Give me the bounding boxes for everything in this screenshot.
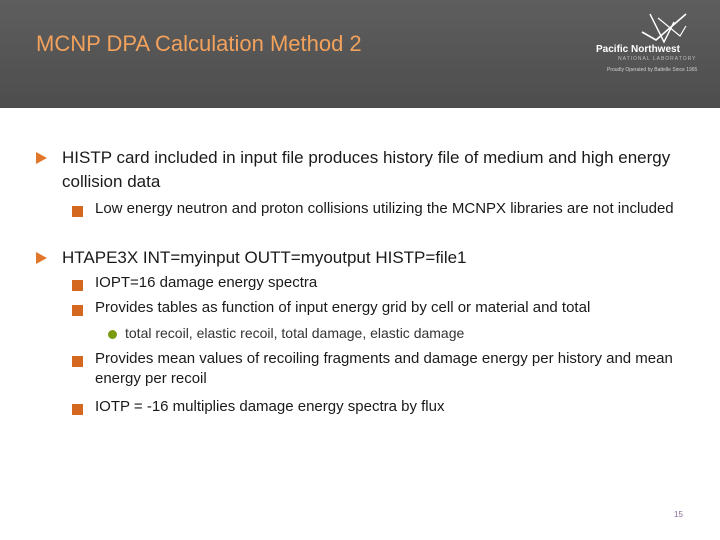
bullet-level2-text: IOPT=16 damage energy spectra xyxy=(95,274,318,291)
slide-header xyxy=(0,0,720,108)
bullet-square-icon xyxy=(72,206,83,217)
slide-title: MCNP DPA Calculation Method 2 xyxy=(36,31,362,56)
logo-subtitle: NATIONAL LABORATORY xyxy=(618,56,697,62)
logo-name: Pacific Northwest xyxy=(596,44,680,55)
bullet-level1-text: HISTP card included in input file produces history file of medium and high energy collision data xyxy=(62,148,671,191)
bullet-level2-text: IOTP = -16 multiplies damage energy spectra by flux xyxy=(95,398,445,415)
bullet-triangle-icon xyxy=(36,252,47,264)
logo-tagline: Proudly Operated by Battelle Since 1965 xyxy=(607,67,698,73)
bullet-level2-text: Provides mean values of recoiling fragments and damage energy per history and mean energy per recoil xyxy=(95,350,673,387)
bullet-square-icon xyxy=(72,356,83,367)
bullet-dot-icon xyxy=(108,330,117,339)
bullet-level1-text: HTAPE3X INT=myinput OUTT=myoutput HISTP=file1 xyxy=(62,248,467,267)
bullet-square-icon xyxy=(72,404,83,415)
bullet-square-icon xyxy=(72,280,83,291)
pnnl-logo-icon xyxy=(640,12,688,44)
bullet-square-icon xyxy=(72,305,83,316)
page-number: 15 xyxy=(674,510,683,519)
bullet-level2-text: Low energy neutron and proton collisions utilizing the MCNPX libraries are not included xyxy=(95,200,674,217)
bullet-level2-text: Provides tables as function of input energy grid by cell or material and total xyxy=(95,299,591,316)
bullet-level3-text: total recoil, elastic recoil, total damage, elastic damage xyxy=(125,325,465,341)
slide-body xyxy=(0,108,720,540)
bullet-triangle-icon xyxy=(36,152,47,164)
pnnl-logo xyxy=(590,10,715,72)
